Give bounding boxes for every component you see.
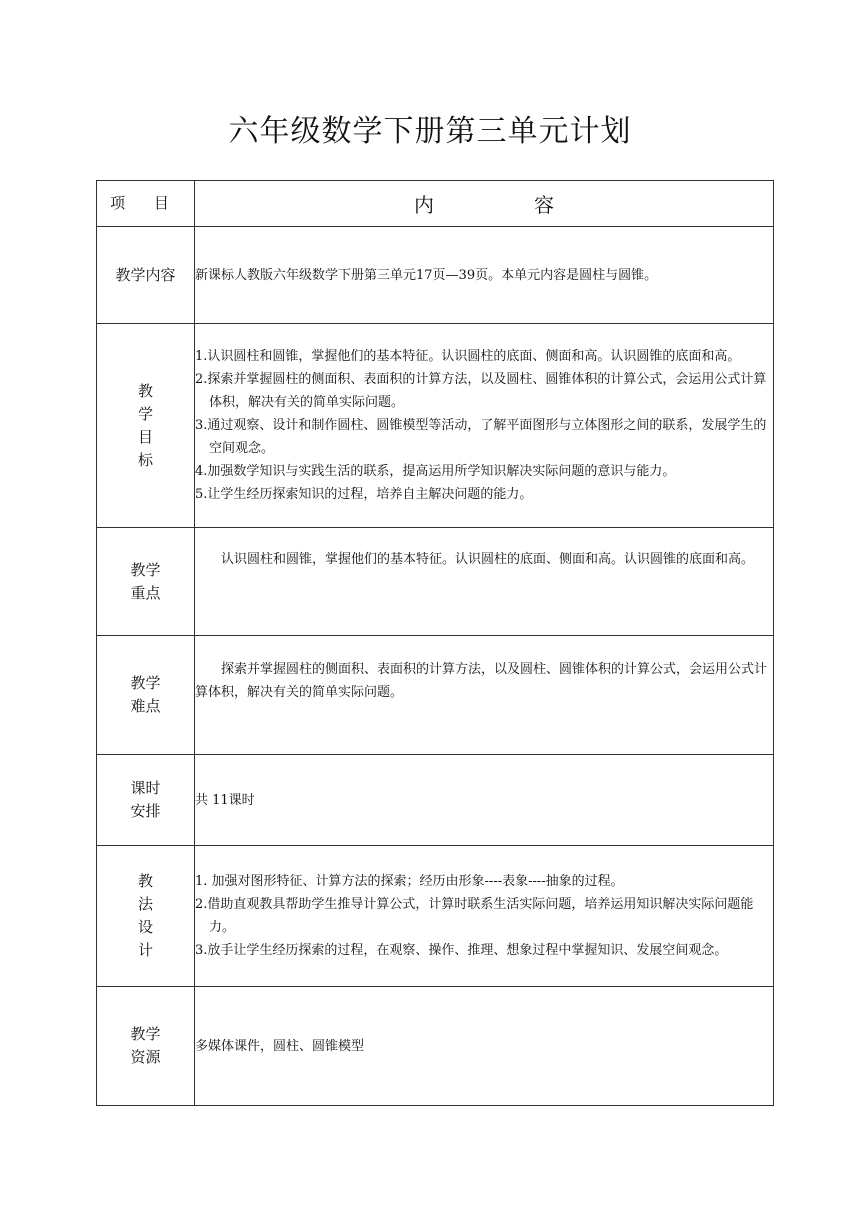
row-teaching-goals: [97, 324, 774, 528]
goal-item: 2.探索并掌握圆柱的侧面积、表面积的计算方法，以及圆柱、圆锥体积的计算公式，会运用公式计算体积，解决有关的简单实际问题。: [195, 372, 767, 410]
row-schedule: [97, 755, 774, 846]
label-resources: 教学 资源: [97, 987, 195, 1106]
method-item: 2.借助直观教具帮助学生推导计算公式，计算时联系生活实际问题，培养运用知识解决实际问题能力。: [195, 897, 754, 935]
resources-text: 多媒体课件，圆柱、圆锥模型: [195, 987, 774, 1106]
row-teaching-content: [97, 227, 774, 324]
label-teaching-content: 教学内容: [97, 227, 195, 324]
header-content-label: 内 容: [195, 181, 774, 227]
schedule-text: 共 11课时: [195, 755, 774, 846]
methods-list: [195, 846, 774, 987]
method-item: 3.放手让学生经历探索的过程，在观察、操作、推理、想象过程中掌握知识、发展空间观念。: [195, 943, 728, 958]
row-resources: [97, 987, 774, 1106]
goal-item: 5.让学生经历探索知识的过程，培养自主解决问题的能力。: [195, 487, 533, 502]
row-methods: [97, 846, 774, 987]
difficulties-text: 探索并掌握圆柱的侧面积、表面积的计算方法，以及圆柱、圆锥体积的计算公式，会运用公式计算体积，解决有关的简单实际问题。: [195, 636, 774, 755]
goal-item: 3.通过观察、设计和制作圆柱、圆锥模型等活动，了解平面图形与立体图形之间的联系，发展学生的空间观念。: [195, 418, 767, 456]
row-key-points: [97, 528, 774, 636]
label-methods: 教 法 设 计: [97, 846, 195, 987]
header-item-label: 项 目: [97, 181, 195, 227]
plan-table: [96, 180, 774, 1106]
method-item: 1. 加强对图形特征、计算方法的探索；经历由形象----表象----抽象的过程。: [195, 874, 624, 889]
label-difficulties: 教学 难点: [97, 636, 195, 755]
table-header-row: [97, 181, 774, 227]
page-title: 六年级数学下册第三单元计划: [228, 114, 632, 149]
teaching-content-text: 新课标人教版六年级数学下册第三单元17页—39页。本单元内容是圆柱与圆锥。: [195, 227, 774, 324]
label-teaching-goals: 教 学 目 标: [97, 324, 195, 528]
goal-item: 4.加强数学知识与实践生活的联系，提高运用所学知识解决实际问题的意识与能力。: [195, 464, 676, 479]
label-key-points: 教学 重点: [97, 528, 195, 636]
label-schedule: 课时 安排: [97, 755, 195, 846]
teaching-goals-list: [195, 324, 774, 528]
row-difficulties: [97, 636, 774, 755]
goal-item: 1.认识圆柱和圆锥，掌握他们的基本特征。认识圆柱的底面、侧面和高。认识圆锥的底面和高。: [195, 349, 741, 364]
key-points-text: 认识圆柱和圆锥，掌握他们的基本特征。认识圆柱的底面、侧面和高。认识圆锥的底面和高。: [195, 528, 774, 636]
